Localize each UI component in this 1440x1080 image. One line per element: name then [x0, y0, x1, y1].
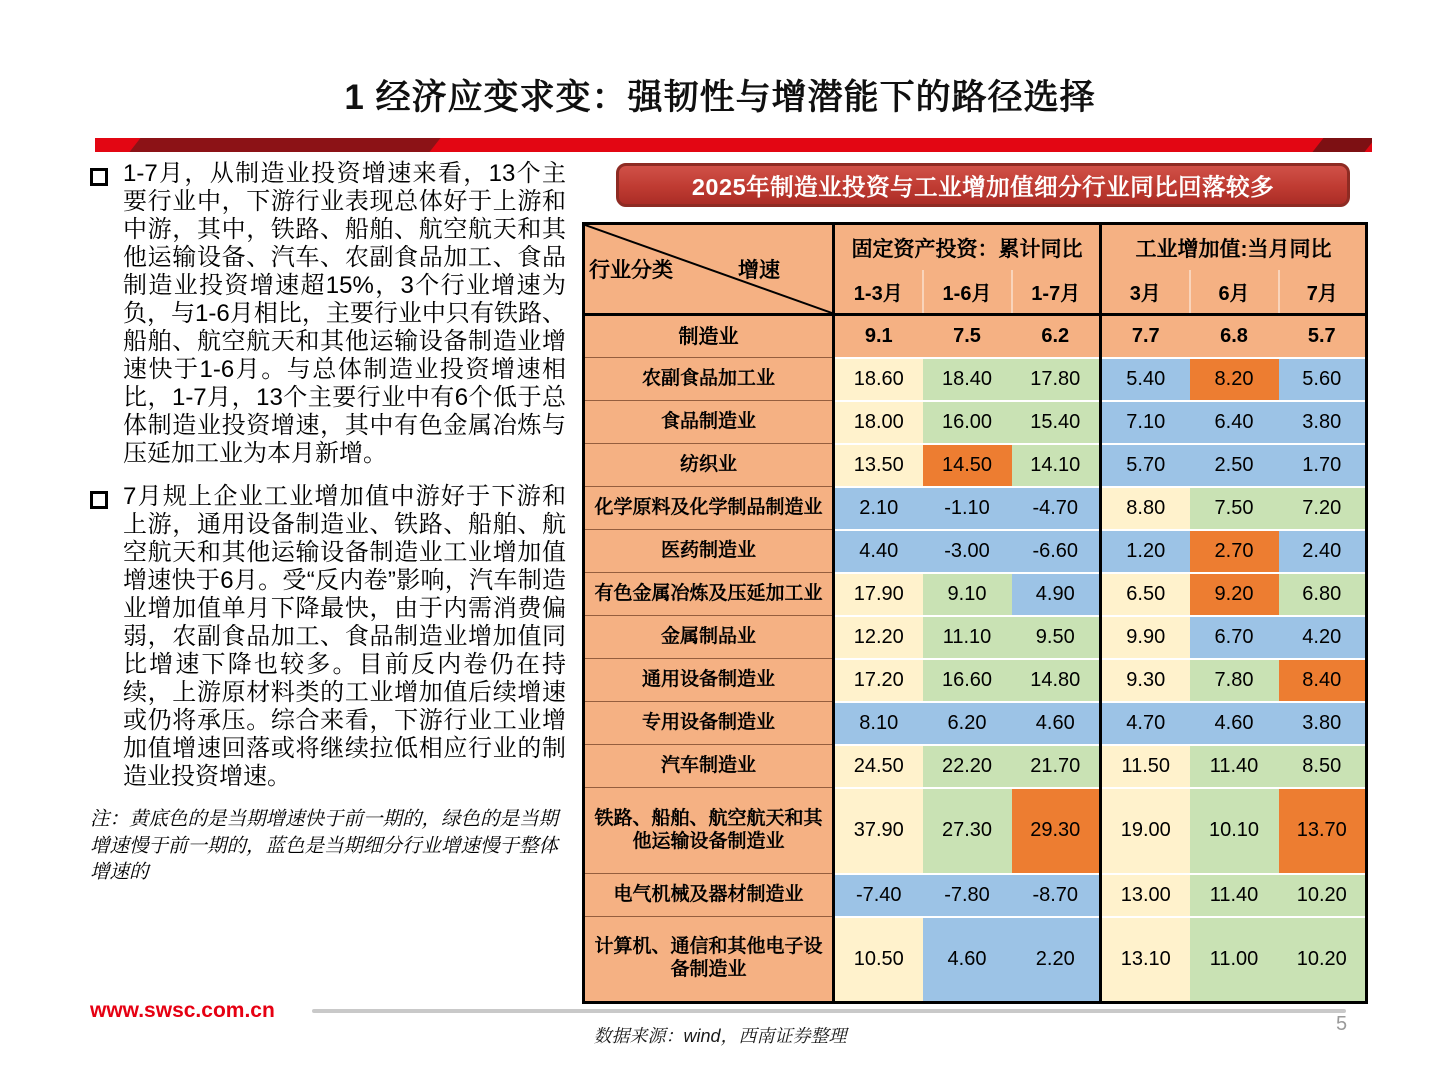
value-cell: 17.80: [1012, 358, 1101, 401]
page-number: 5: [1336, 1013, 1348, 1035]
table-row: [584, 315, 1367, 358]
value-cell: 7.10: [1101, 401, 1190, 444]
value-cell: 24.50: [834, 745, 923, 788]
value-cell: 4.60: [923, 917, 1012, 1003]
value-cell: 2.40: [1279, 530, 1367, 573]
table-row: [584, 616, 1367, 659]
value-cell: 2.50: [1190, 444, 1279, 487]
chart-title-banner: 2025年制造业投资与工业增加值细分行业同比回落较多: [616, 163, 1350, 207]
value-cell: 6.8: [1190, 315, 1279, 358]
row-label: 农副食品加工业: [584, 358, 834, 401]
table-row: [584, 874, 1367, 917]
row-label: 铁路、船舶、航空航天和其他运输设备制造业: [584, 788, 834, 874]
row-label: 有色金属冶炼及压延加工业: [584, 573, 834, 616]
value-cell: 7.50: [1190, 487, 1279, 530]
table-row: [584, 401, 1367, 444]
row-label: 医药制造业: [584, 530, 834, 573]
value-cell: 19.00: [1101, 788, 1190, 874]
bullet-paragraph: 1-7月，从制造业投资增速来看，13个主要行业中，下游行业表现总体好于上游和中游，其中，铁路、船舶、航空航天和其他运输设备、汽车、农副食品加工、食品制造业投资增速超15%，3个行业增速为负，与1-6月相比，主要行业中只有铁路、船舶、航空航天和其他运输设备制造业增速快于1-6月。与总体制造业投资增速相比，1-7月，13个主要行业中有6个低于总体制造业投资增速，其中有色金属冶炼与压延加工业为本月新增。: [123, 160, 566, 467]
row-label: 金属制品业: [584, 616, 834, 659]
title-divider-bar: [95, 138, 1372, 152]
value-cell: 3.80: [1279, 702, 1367, 745]
col-header: 1-7月: [1012, 270, 1101, 315]
square-bullet-icon: [90, 168, 108, 186]
value-cell: 7.5: [923, 315, 1012, 358]
value-cell: 8.80: [1101, 487, 1190, 530]
table-row: [584, 487, 1367, 530]
value-cell: 18.60: [834, 358, 923, 401]
value-cell: 17.20: [834, 659, 923, 702]
body-text-column: [90, 160, 566, 886]
value-cell: 16.00: [923, 401, 1012, 444]
value-cell: 6.50: [1101, 573, 1190, 616]
row-label: 纺织业: [584, 444, 834, 487]
value-cell: 10.20: [1279, 917, 1367, 1003]
value-cell: 9.20: [1190, 573, 1279, 616]
col-header: 1-6月: [923, 270, 1012, 315]
row-label: 计算机、通信和其他电子设备制造业: [584, 917, 834, 1003]
value-cell: 4.20: [1279, 616, 1367, 659]
row-label: 制造业: [584, 315, 834, 358]
col-header: 3月: [1101, 270, 1190, 315]
row-label: 电气机械及器材制造业: [584, 874, 834, 917]
row-label: 化学原料及化学制品制造业: [584, 487, 834, 530]
value-cell: 11.40: [1190, 745, 1279, 788]
value-cell: -3.00: [923, 530, 1012, 573]
bullet-paragraph: 7月规上企业工业增加值中游好于下游和上游，通用设备制造业、铁路、船舶、航空航天和其他运输设备制造业工业增加值增速快于6月。受“反内卷”影响，汽车制造业增加值单月下降最快，由于内需消费偏弱，农副食品加工、食品制造业增加值同比增速下降也较多。目前反内卷仍在持续，上游原材料类的工业增加值后续增速或仍将承压。综合来看，下游行业工业增加值增速回落或将继续拉低相应行业的制造业投资增速。: [123, 483, 566, 790]
value-cell: 11.10: [923, 616, 1012, 659]
value-cell: 5.40: [1101, 358, 1190, 401]
value-cell: 7.80: [1190, 659, 1279, 702]
table-row: [584, 702, 1367, 745]
group-header-fai: 固定资产投资：累计同比: [834, 224, 1101, 271]
divider-dark-segment-right: [1311, 138, 1372, 152]
col-header: 1-3月: [834, 270, 923, 315]
value-cell: 4.70: [1101, 702, 1190, 745]
bullet-item: [90, 483, 566, 791]
value-cell: 14.10: [1012, 444, 1101, 487]
value-cell: 13.70: [1279, 788, 1367, 874]
value-cell: 6.2: [1012, 315, 1101, 358]
value-cell: 7.7: [1101, 315, 1190, 358]
value-cell: 6.80: [1279, 573, 1367, 616]
row-label: 汽车制造业: [584, 745, 834, 788]
value-cell: 14.50: [923, 444, 1012, 487]
value-cell: 9.50: [1012, 616, 1101, 659]
group-header-row: [584, 224, 1367, 271]
value-cell: 14.80: [1012, 659, 1101, 702]
value-cell: 2.10: [834, 487, 923, 530]
value-cell: -6.60: [1012, 530, 1101, 573]
value-cell: 10.10: [1190, 788, 1279, 874]
value-cell: 9.30: [1101, 659, 1190, 702]
value-cell: 8.40: [1279, 659, 1367, 702]
table-row: [584, 745, 1367, 788]
website-link[interactable]: www.swsc.com.cn: [90, 999, 275, 1022]
value-cell: 6.70: [1190, 616, 1279, 659]
value-cell: 16.60: [923, 659, 1012, 702]
value-cell: 8.20: [1190, 358, 1279, 401]
value-cell: 4.60: [1190, 702, 1279, 745]
value-cell: 2.20: [1012, 917, 1101, 1003]
value-cell: -1.10: [923, 487, 1012, 530]
value-cell: -7.40: [834, 874, 923, 917]
value-cell: 11.40: [1190, 874, 1279, 917]
value-cell: 6.40: [1190, 401, 1279, 444]
value-cell: 13.50: [834, 444, 923, 487]
value-cell: 9.90: [1101, 616, 1190, 659]
value-cell: 10.50: [834, 917, 923, 1003]
row-label: 专用设备制造业: [584, 702, 834, 745]
corner-left-label: 行业分类: [589, 259, 673, 282]
value-cell: 1.20: [1101, 530, 1190, 573]
value-cell: 11.00: [1190, 917, 1279, 1003]
value-cell: 4.90: [1012, 573, 1101, 616]
table-row: [584, 917, 1367, 1003]
value-cell: 18.00: [834, 401, 923, 444]
value-cell: 3.80: [1279, 401, 1367, 444]
value-cell: 22.20: [923, 745, 1012, 788]
value-cell: 21.70: [1012, 745, 1101, 788]
value-cell: 27.30: [923, 788, 1012, 874]
value-cell: 5.70: [1101, 444, 1190, 487]
value-cell: 11.50: [1101, 745, 1190, 788]
value-cell: -8.70: [1012, 874, 1101, 917]
value-cell: 29.30: [1012, 788, 1101, 874]
color-legend-note: 注：黄底色的是当期增速快于前一期的，绿色的是当期增速慢于前一期的，蓝色是当期细分行业增速慢于整体增速的: [90, 808, 559, 883]
table-row: [584, 444, 1367, 487]
value-cell: 10.20: [1279, 874, 1367, 917]
value-cell: 8.50: [1279, 745, 1367, 788]
value-cell: 7.20: [1279, 487, 1367, 530]
value-cell: 8.10: [834, 702, 923, 745]
footer-divider-line: [312, 1009, 1346, 1013]
value-cell: 17.90: [834, 573, 923, 616]
square-bullet-icon: [90, 491, 108, 509]
value-cell: 4.40: [834, 530, 923, 573]
value-cell: 1.70: [1279, 444, 1367, 487]
value-cell: 18.40: [923, 358, 1012, 401]
value-cell: 5.7: [1279, 315, 1367, 358]
table-body: [584, 315, 1367, 1003]
table-row: [584, 358, 1367, 401]
value-cell: 4.60: [1012, 702, 1101, 745]
value-cell: 2.70: [1190, 530, 1279, 573]
value-cell: 6.20: [923, 702, 1012, 745]
table-row: [584, 659, 1367, 702]
industry-data-table: [582, 222, 1368, 1004]
chart-column: [582, 163, 1372, 1004]
value-cell: 5.60: [1279, 358, 1367, 401]
col-header: 7月: [1279, 270, 1367, 315]
table-row: [584, 530, 1367, 573]
bullet-item: [90, 160, 566, 468]
value-cell: 9.1: [834, 315, 923, 358]
value-cell: 9.10: [923, 573, 1012, 616]
row-label: 食品制造业: [584, 401, 834, 444]
data-source-note: 数据来源：wind，西南证券整理: [593, 1026, 847, 1046]
table-row: [584, 788, 1367, 874]
corner-right-label: 增速: [738, 259, 780, 282]
value-cell: 15.40: [1012, 401, 1101, 444]
group-header-iav: 工业增加值:当月同比: [1101, 224, 1367, 271]
value-cell: -4.70: [1012, 487, 1101, 530]
divider-dark-segment-left: [128, 138, 442, 152]
col-header: 6月: [1190, 270, 1279, 315]
value-cell: 12.20: [834, 616, 923, 659]
value-cell: 13.10: [1101, 917, 1190, 1003]
row-label: 通用设备制造业: [584, 659, 834, 702]
value-cell: 13.00: [1101, 874, 1190, 917]
table-row: [584, 573, 1367, 616]
table-corner-cell: [584, 224, 834, 315]
page-title: 1 经济应变求变：强韧性与增潜能下的路径选择: [344, 78, 1096, 117]
value-cell: 37.90: [834, 788, 923, 874]
value-cell: -7.80: [923, 874, 1012, 917]
